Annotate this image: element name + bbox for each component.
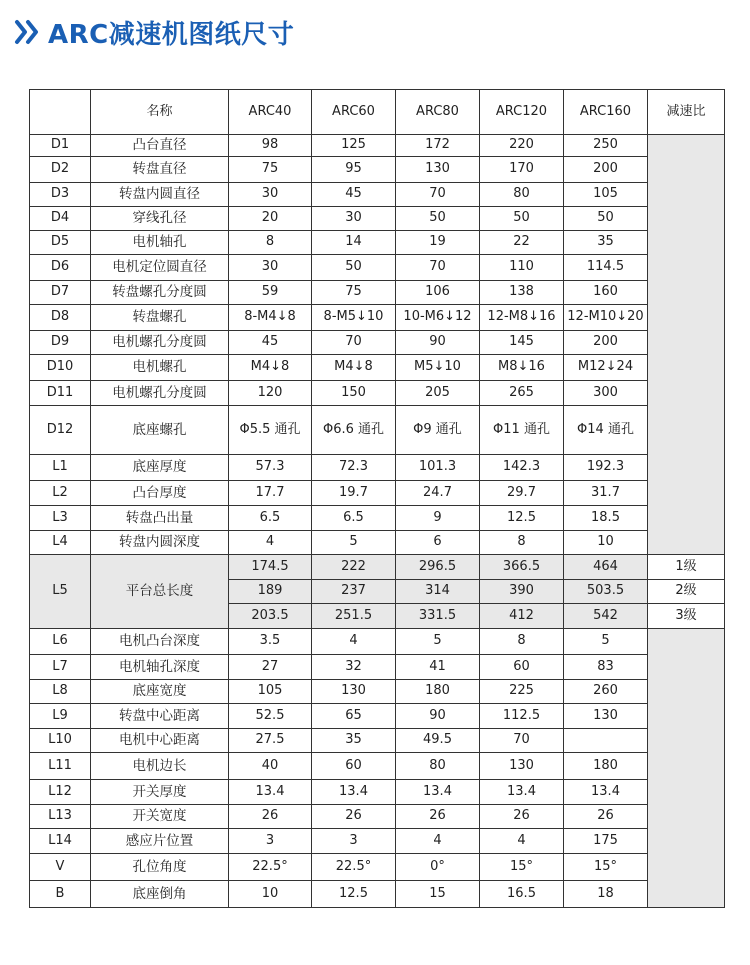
table-row [30, 704, 725, 729]
value-cell: 30 [229, 183, 312, 207]
value-cell: 45 [229, 331, 312, 355]
value-cell: Φ14 通孔 [564, 406, 648, 455]
ratio-cell: 2级 [648, 580, 725, 604]
value-cell: 75 [312, 281, 396, 305]
header-code-cell [30, 90, 91, 135]
value-cell: 189 [229, 580, 312, 604]
value-cell: 13.4 [564, 780, 648, 805]
value-cell: 9 [396, 506, 480, 531]
value-cell: 260 [564, 680, 648, 704]
value-cell: 225 [480, 680, 564, 704]
value-cell: 4 [229, 531, 312, 555]
row-code: L4 [30, 531, 91, 555]
value-cell: 59 [229, 281, 312, 305]
value-cell: 105 [229, 680, 312, 704]
value-cell: Φ5.5 通孔 [229, 406, 312, 455]
row-name: 底座倒角 [91, 881, 229, 908]
value-cell: 110 [480, 255, 564, 281]
value-cell: 70 [396, 183, 480, 207]
value-cell: 19.7 [312, 481, 396, 506]
table-row [30, 854, 725, 881]
value-cell: 95 [312, 157, 396, 183]
table-row [30, 555, 725, 580]
row-code: D5 [30, 231, 91, 255]
table-row [30, 381, 725, 406]
table-row [30, 753, 725, 780]
table-row [30, 531, 725, 555]
value-cell: 180 [396, 680, 480, 704]
table-row [30, 655, 725, 680]
value-cell: 265 [480, 381, 564, 406]
table-row [30, 157, 725, 183]
table-row [30, 305, 725, 331]
row-name: 底座螺孔 [91, 406, 229, 455]
value-cell: 31.7 [564, 481, 648, 506]
value-cell: 13.4 [312, 780, 396, 805]
value-cell: 26 [480, 805, 564, 829]
row-name: 电机螺孔 [91, 355, 229, 381]
ratio-cell: 1级 [648, 555, 725, 580]
value-cell: 120 [229, 381, 312, 406]
header-model: ARC80 [396, 90, 480, 135]
value-cell: 10-M6↓12 [396, 305, 480, 331]
row-code: D3 [30, 183, 91, 207]
value-cell: 13.4 [229, 780, 312, 805]
value-cell: M4↓8 [312, 355, 396, 381]
row-name: 电机定位圆直径 [91, 255, 229, 281]
value-cell: 27.5 [229, 729, 312, 753]
table-row [30, 805, 725, 829]
value-cell: Φ11 通孔 [480, 406, 564, 455]
value-cell: 3.5 [229, 629, 312, 655]
value-cell: 90 [396, 331, 480, 355]
table-row [30, 255, 725, 281]
value-cell: 6 [396, 531, 480, 555]
table-header-row [30, 90, 725, 135]
row-code: D9 [30, 331, 91, 355]
row-code: L5 [30, 555, 91, 629]
value-cell: 3 [229, 829, 312, 854]
value-cell: 175 [564, 829, 648, 854]
row-code: L7 [30, 655, 91, 680]
value-cell: 160 [564, 281, 648, 305]
row-name: 电机边长 [91, 753, 229, 780]
table-row [30, 231, 725, 255]
value-cell: 220 [480, 135, 564, 157]
value-cell: 50 [312, 255, 396, 281]
value-cell: 52.5 [229, 704, 312, 729]
value-cell: 22.5° [312, 854, 396, 881]
header-ratio: 减速比 [648, 90, 725, 135]
value-cell: 13.4 [396, 780, 480, 805]
row-code: L6 [30, 629, 91, 655]
row-code: V [30, 854, 91, 881]
value-cell: 8 [229, 231, 312, 255]
row-name: 底座宽度 [91, 680, 229, 704]
value-cell: 90 [396, 704, 480, 729]
value-cell: 503.5 [564, 580, 648, 604]
value-cell: 138 [480, 281, 564, 305]
value-cell: 49.5 [396, 729, 480, 753]
value-cell: 15° [564, 854, 648, 881]
value-cell: 192.3 [564, 455, 648, 481]
value-cell: 19 [396, 231, 480, 255]
value-cell: 80 [396, 753, 480, 780]
value-cell: 105 [564, 183, 648, 207]
value-cell: 106 [396, 281, 480, 305]
row-code: D10 [30, 355, 91, 381]
value-cell: 17.7 [229, 481, 312, 506]
value-cell: 60 [312, 753, 396, 780]
value-cell: 13.4 [480, 780, 564, 805]
table-row [30, 881, 725, 908]
value-cell: M12↓24 [564, 355, 648, 381]
value-cell: 26 [396, 805, 480, 829]
value-cell: 125 [312, 135, 396, 157]
value-cell: Φ9 通孔 [396, 406, 480, 455]
value-cell: 4 [480, 829, 564, 854]
table-row [30, 829, 725, 854]
value-cell: 3 [312, 829, 396, 854]
value-cell: 12.5 [312, 881, 396, 908]
row-code: L11 [30, 753, 91, 780]
row-code: L12 [30, 780, 91, 805]
row-code: D8 [30, 305, 91, 331]
row-code: D4 [30, 207, 91, 231]
value-cell: 80 [480, 183, 564, 207]
value-cell: 205 [396, 381, 480, 406]
value-cell: 237 [312, 580, 396, 604]
value-cell: 41 [396, 655, 480, 680]
table-row [30, 629, 725, 655]
row-name: 转盘中心距离 [91, 704, 229, 729]
value-cell: 4 [312, 629, 396, 655]
value-cell: 70 [480, 729, 564, 753]
table-row [30, 455, 725, 481]
value-cell: 65 [312, 704, 396, 729]
value-cell: 5 [312, 531, 396, 555]
row-name: 电机轴孔深度 [91, 655, 229, 680]
value-cell: 14 [312, 231, 396, 255]
table-row [30, 331, 725, 355]
value-cell: 8 [480, 531, 564, 555]
header-model: ARC160 [564, 90, 648, 135]
value-cell: Φ6.6 通孔 [312, 406, 396, 455]
value-cell: 8 [480, 629, 564, 655]
value-cell: 5 [564, 629, 648, 655]
ratio-blank-cell [648, 629, 725, 908]
row-name: 电机中心距离 [91, 729, 229, 753]
value-cell: 30 [312, 207, 396, 231]
ratio-cell: 3级 [648, 604, 725, 629]
value-cell: 35 [564, 231, 648, 255]
row-code: D1 [30, 135, 91, 157]
row-name: 电机凸台深度 [91, 629, 229, 655]
value-cell: 70 [312, 331, 396, 355]
value-cell: 142.3 [480, 455, 564, 481]
row-name: 穿线孔径 [91, 207, 229, 231]
table-row [30, 729, 725, 753]
value-cell: 4 [396, 829, 480, 854]
row-code: L13 [30, 805, 91, 829]
row-code: D2 [30, 157, 91, 183]
value-cell: 26 [564, 805, 648, 829]
row-name: 电机螺孔分度圆 [91, 331, 229, 355]
value-cell [564, 729, 648, 753]
value-cell: 20 [229, 207, 312, 231]
row-code: L8 [30, 680, 91, 704]
row-code: L10 [30, 729, 91, 753]
value-cell: 8-M4↓8 [229, 305, 312, 331]
value-cell: 27 [229, 655, 312, 680]
table-row [30, 281, 725, 305]
row-name: 转盘螺孔 [91, 305, 229, 331]
value-cell: 542 [564, 604, 648, 629]
row-code: D11 [30, 381, 91, 406]
row-name: 凸台厚度 [91, 481, 229, 506]
value-cell: M4↓8 [229, 355, 312, 381]
value-cell: 24.7 [396, 481, 480, 506]
value-cell: 10 [229, 881, 312, 908]
value-cell: 50 [564, 207, 648, 231]
value-cell: 366.5 [480, 555, 564, 580]
row-name: 平台总长度 [91, 555, 229, 629]
dimension-table [29, 89, 725, 908]
value-cell: 130 [396, 157, 480, 183]
value-cell: 50 [396, 207, 480, 231]
value-cell: 83 [564, 655, 648, 680]
value-cell: 26 [229, 805, 312, 829]
table-row [30, 135, 725, 157]
header-name: 名称 [91, 90, 229, 135]
value-cell: 98 [229, 135, 312, 157]
value-cell: 390 [480, 580, 564, 604]
row-name: 转盘螺孔分度圆 [91, 281, 229, 305]
value-cell: 5 [396, 629, 480, 655]
value-cell: 296.5 [396, 555, 480, 580]
row-name: 转盘内圆深度 [91, 531, 229, 555]
value-cell: 16.5 [480, 881, 564, 908]
table-row [30, 780, 725, 805]
table-row [30, 481, 725, 506]
value-cell: 300 [564, 381, 648, 406]
value-cell: 30 [229, 255, 312, 281]
value-cell: 8-M5↓10 [312, 305, 396, 331]
value-cell: 29.7 [480, 481, 564, 506]
value-cell: 22.5° [229, 854, 312, 881]
value-cell: 174.5 [229, 555, 312, 580]
row-code: L14 [30, 829, 91, 854]
table-row [30, 355, 725, 381]
value-cell: 180 [564, 753, 648, 780]
row-code: B [30, 881, 91, 908]
row-name: 开关宽度 [91, 805, 229, 829]
value-cell: 40 [229, 753, 312, 780]
value-cell: 45 [312, 183, 396, 207]
row-name: 开关厚度 [91, 780, 229, 805]
row-name: 转盘凸出量 [91, 506, 229, 531]
table-row [30, 183, 725, 207]
row-name: 孔位角度 [91, 854, 229, 881]
value-cell: 22 [480, 231, 564, 255]
value-cell: 18 [564, 881, 648, 908]
value-cell: 145 [480, 331, 564, 355]
value-cell: 60 [480, 655, 564, 680]
value-cell: M8↓16 [480, 355, 564, 381]
value-cell: 150 [312, 381, 396, 406]
table-row [30, 680, 725, 704]
value-cell: 130 [564, 704, 648, 729]
value-cell: 35 [312, 729, 396, 753]
value-cell: 251.5 [312, 604, 396, 629]
row-name: 电机螺孔分度圆 [91, 381, 229, 406]
row-name: 电机轴孔 [91, 231, 229, 255]
row-code: L2 [30, 481, 91, 506]
value-cell: 200 [564, 157, 648, 183]
table-row [30, 406, 725, 455]
value-cell: 114.5 [564, 255, 648, 281]
value-cell: 314 [396, 580, 480, 604]
value-cell: 50 [480, 207, 564, 231]
ratio-blank-cell [648, 135, 725, 555]
value-cell: 170 [480, 157, 564, 183]
value-cell: 12-M8↓16 [480, 305, 564, 331]
row-code: L3 [30, 506, 91, 531]
header-model: ARC40 [229, 90, 312, 135]
value-cell: 70 [396, 255, 480, 281]
header-model: ARC60 [312, 90, 396, 135]
page-title-bar [14, 12, 294, 52]
value-cell: 15° [480, 854, 564, 881]
value-cell: 57.3 [229, 455, 312, 481]
table-row [30, 207, 725, 231]
value-cell: 72.3 [312, 455, 396, 481]
value-cell: 15 [396, 881, 480, 908]
row-code: D6 [30, 255, 91, 281]
page-title: ARC减速机图纸尺寸 [48, 19, 295, 50]
value-cell: 26 [312, 805, 396, 829]
row-name: 凸台直径 [91, 135, 229, 157]
value-cell: M5↓10 [396, 355, 480, 381]
value-cell: 112.5 [480, 704, 564, 729]
row-code: D12 [30, 406, 91, 455]
value-cell: 203.5 [229, 604, 312, 629]
value-cell: 412 [480, 604, 564, 629]
value-cell: 18.5 [564, 506, 648, 531]
row-name: 转盘内圆直径 [91, 183, 229, 207]
value-cell: 6.5 [312, 506, 396, 531]
row-code: L1 [30, 455, 91, 481]
row-code: D7 [30, 281, 91, 305]
row-name: 底座厚度 [91, 455, 229, 481]
value-cell: 222 [312, 555, 396, 580]
value-cell: 200 [564, 331, 648, 355]
value-cell: 0° [396, 854, 480, 881]
double-chevron-right-icon [14, 18, 42, 46]
value-cell: 130 [312, 680, 396, 704]
value-cell: 464 [564, 555, 648, 580]
value-cell: 130 [480, 753, 564, 780]
value-cell: 250 [564, 135, 648, 157]
row-name: 感应片位置 [91, 829, 229, 854]
header-model: ARC120 [480, 90, 564, 135]
value-cell: 101.3 [396, 455, 480, 481]
row-name: 转盘直径 [91, 157, 229, 183]
value-cell: 331.5 [396, 604, 480, 629]
value-cell: 172 [396, 135, 480, 157]
value-cell: 32 [312, 655, 396, 680]
value-cell: 12-M10↓20 [564, 305, 648, 331]
value-cell: 6.5 [229, 506, 312, 531]
value-cell: 12.5 [480, 506, 564, 531]
value-cell: 75 [229, 157, 312, 183]
row-code: L9 [30, 704, 91, 729]
table-row [30, 506, 725, 531]
value-cell: 10 [564, 531, 648, 555]
